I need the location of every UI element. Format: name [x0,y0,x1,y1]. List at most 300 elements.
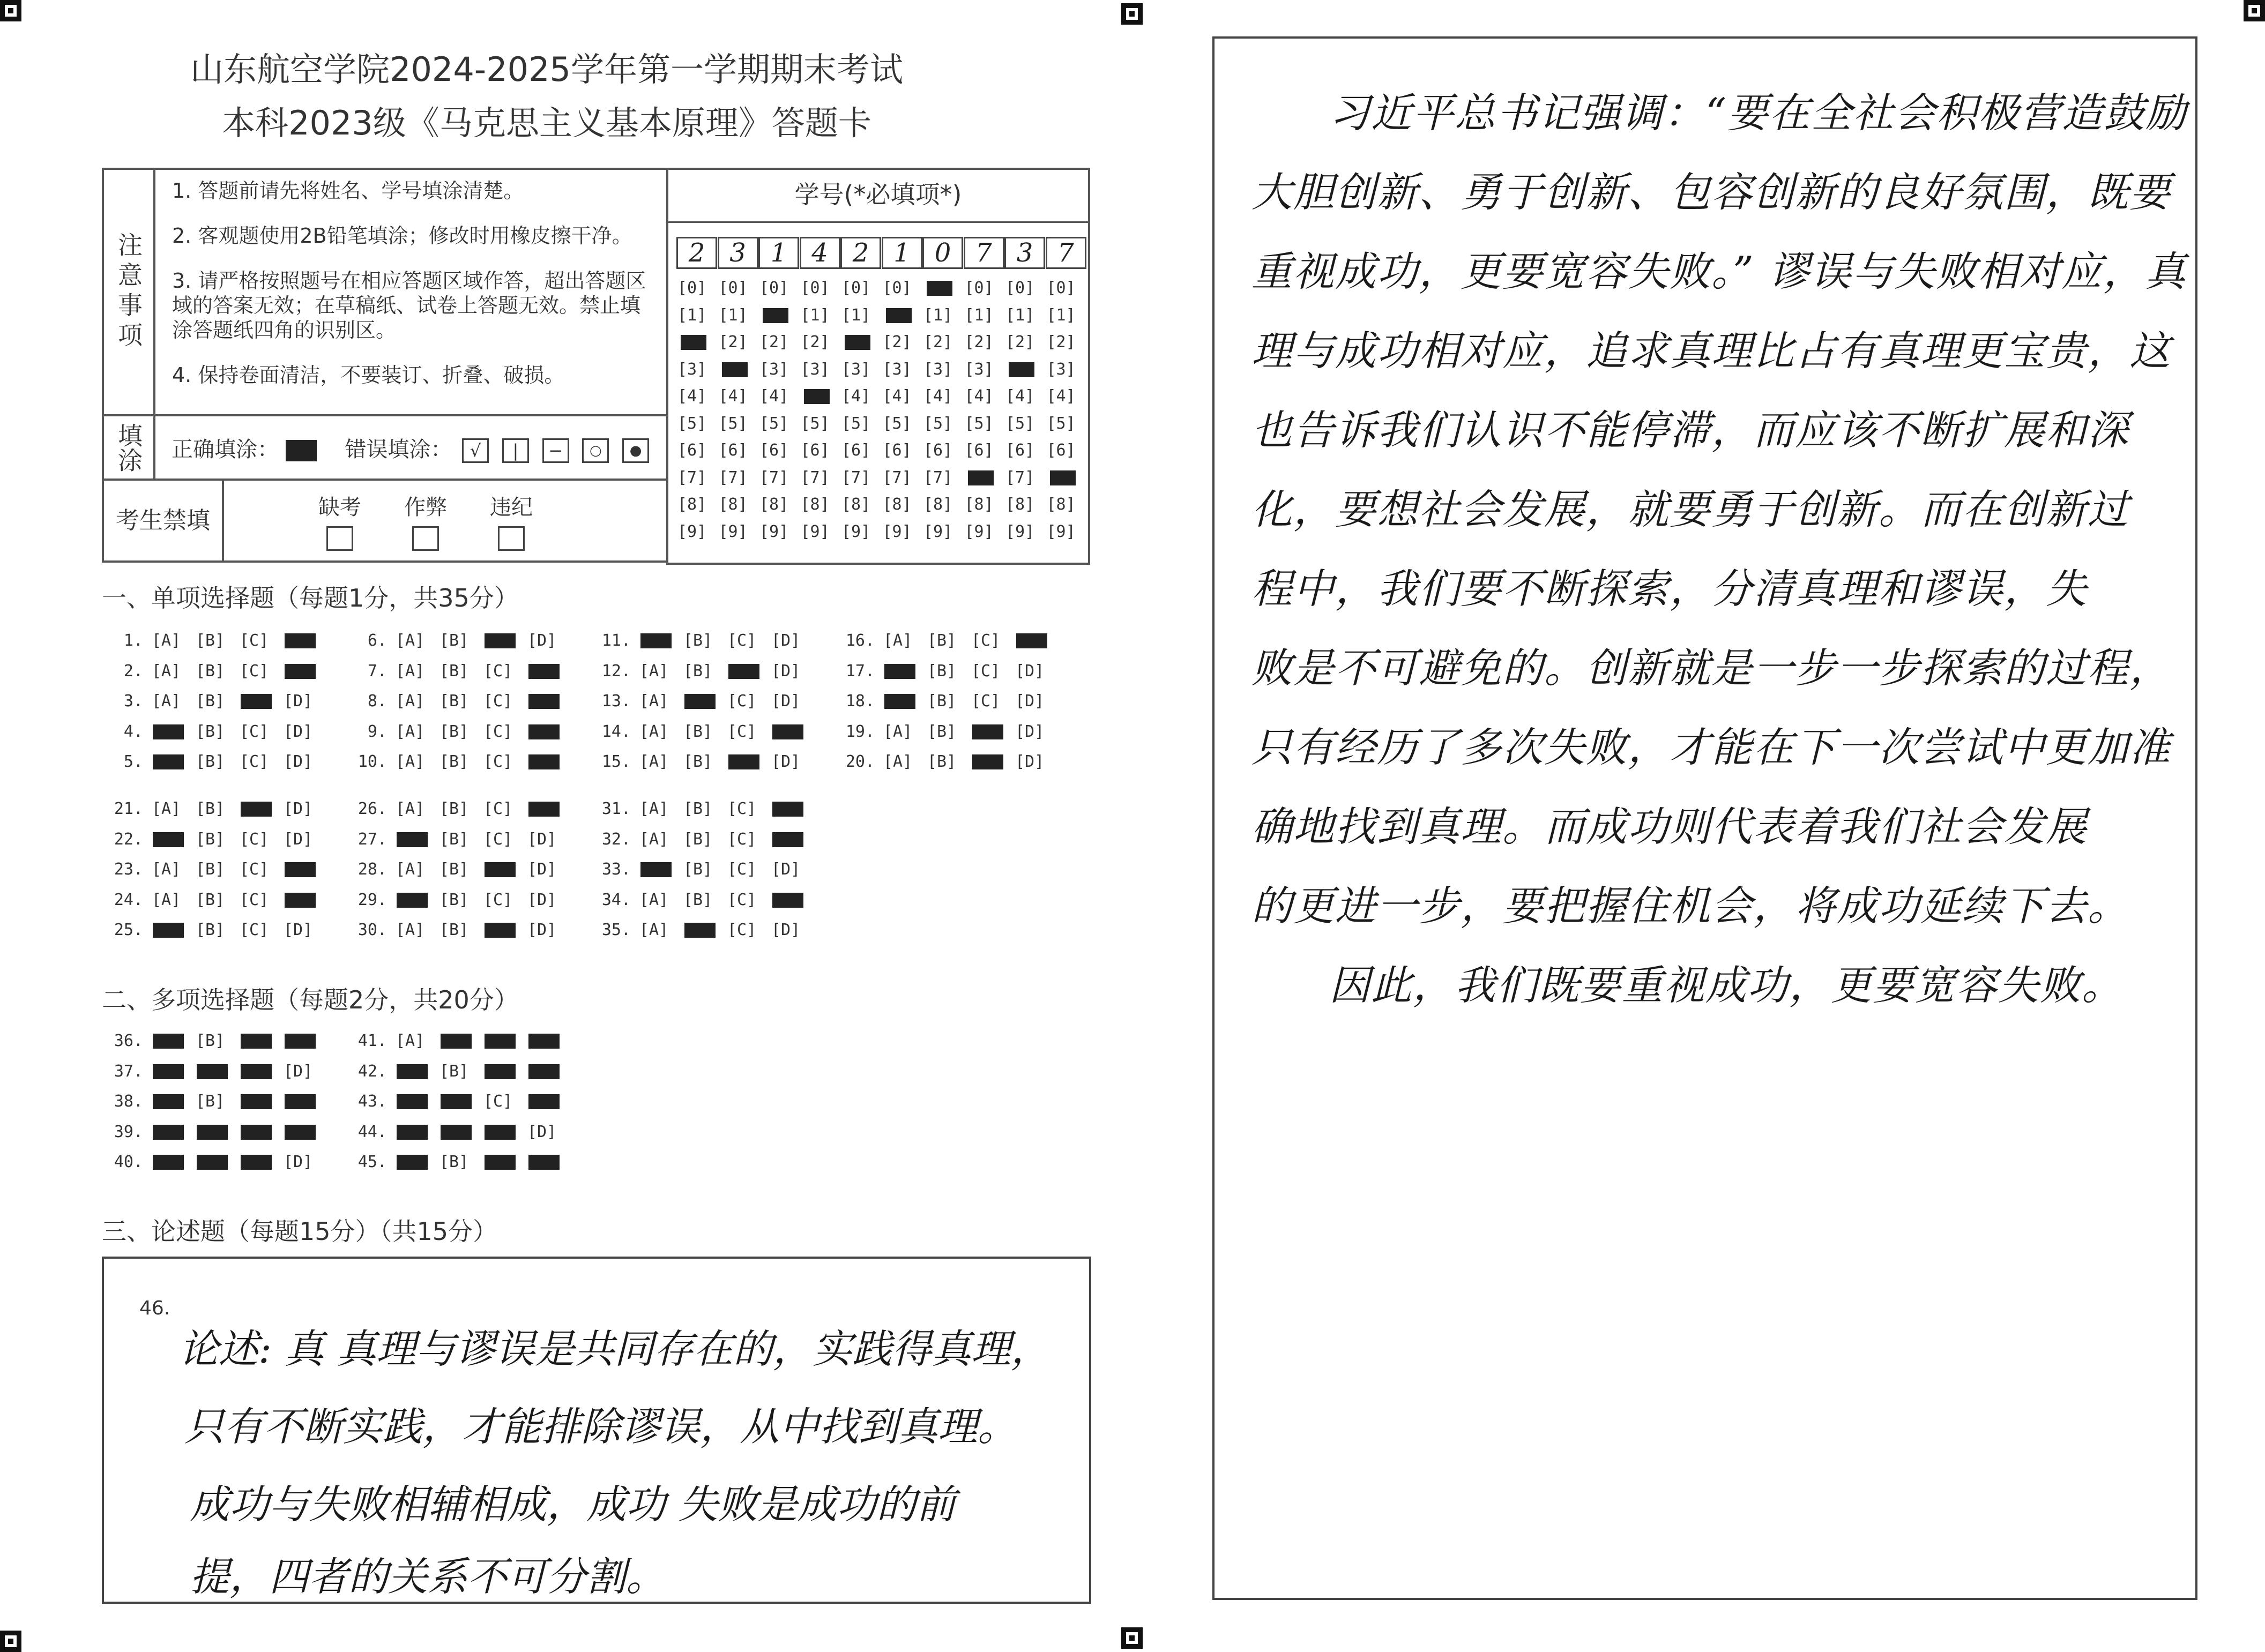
single-choice-option[interactable]: [D] [284,921,313,939]
single-choice-option[interactable]: [C] [483,890,513,909]
single-choice-option-filled[interactable] [241,694,272,709]
multiple-choice-option-filled[interactable] [197,1155,228,1170]
single-choice-option[interactable]: [A] [639,661,669,681]
multiple-choice-option-filled[interactable] [285,1034,316,1049]
cheating-checkbox[interactable] [412,526,439,551]
single-choice-option[interactable]: [D] [771,860,801,879]
single-choice-option[interactable]: [B] [927,722,957,741]
single-choice-option[interactable]: [D] [771,631,801,650]
single-choice-option[interactable]: [B] [439,829,469,849]
single-choice-option-filled[interactable] [772,893,803,908]
student-id-bubble[interactable]: [8] [718,495,748,514]
multiple-choice-option-filled[interactable] [241,1034,272,1049]
multiple-choice-option-filled[interactable] [528,1094,560,1109]
student-id-bubble[interactable]: [4] [1005,387,1035,406]
single-choice-option[interactable]: [D] [284,799,313,818]
multiple-choice-option-filled[interactable] [197,1125,228,1140]
student-id-bubble-filled[interactable] [927,281,952,296]
student-id-bubble[interactable]: [3] [841,360,871,379]
student-id-bubble[interactable]: [9] [882,522,912,541]
student-id-bubble[interactable]: [1] [964,305,994,325]
student-id-bubble[interactable]: [9] [923,522,953,541]
multiple-choice-option-filled[interactable] [441,1094,472,1109]
single-choice-option[interactable]: [C] [727,799,757,818]
single-choice-option[interactable]: [A] [152,890,181,909]
student-id-bubble[interactable]: [5] [718,414,748,433]
single-choice-option-filled[interactable] [972,754,1003,769]
multiple-choice-option-filled[interactable] [441,1034,472,1049]
multiple-choice-option-filled[interactable] [241,1155,272,1170]
student-id-bubble[interactable]: [1] [841,305,871,325]
single-choice-option[interactable]: [C] [483,661,513,681]
single-choice-option[interactable]: [B] [439,799,469,818]
multiple-choice-option-filled[interactable] [528,1034,560,1049]
single-choice-option[interactable]: [A] [152,661,181,681]
single-choice-option[interactable]: [D] [771,752,801,771]
student-id-bubble[interactable]: [7] [882,468,912,487]
multiple-choice-option-filled[interactable] [285,1125,316,1140]
multiple-choice-option-filled[interactable] [397,1094,428,1109]
single-choice-option[interactable]: [C] [240,860,269,879]
single-choice-option-filled[interactable] [153,923,184,938]
student-id-digit: 2 [840,237,881,269]
single-choice-option[interactable]: [B] [683,799,713,818]
fill-label: 填涂 [103,415,154,480]
student-id-bubble[interactable]: [2] [1046,333,1076,352]
student-id-bubble[interactable]: [0] [1046,279,1076,297]
student-id-bubble[interactable]: [4] [718,387,748,406]
student-id-bubble[interactable]: [2] [923,333,953,352]
student-id-bubble[interactable]: [4] [964,387,994,406]
single-choice-option[interactable]: [D] [771,661,801,681]
single-choice-option-filled[interactable] [241,802,272,817]
single-choice-option-filled[interactable] [772,802,803,817]
student-id-bubble[interactable]: [7] [718,468,748,487]
multiple-choice-option[interactable]: [D] [284,1153,313,1171]
single-choice-option-filled[interactable] [528,664,560,679]
student-id-bubble[interactable]: [5] [1005,414,1035,433]
student-id-bubble[interactable]: [3] [923,360,953,379]
single-choice-option[interactable]: [A] [639,752,669,771]
single-choice-option[interactable]: [C] [727,692,757,711]
student-id-bubble[interactable]: [8] [841,495,871,514]
single-choice-option[interactable]: [C] [727,860,757,879]
single-choice-option[interactable]: [A] [639,692,669,711]
student-id-bubble[interactable]: [3] [882,360,912,379]
single-choice-option[interactable]: [D] [527,631,557,650]
multiple-choice-option[interactable]: [D] [284,1062,313,1081]
student-id-bubble[interactable]: [3] [800,360,830,379]
student-id-bubble[interactable]: [6] [1005,441,1035,460]
student-id-bubble[interactable]: [9] [759,522,789,541]
student-id-bubble[interactable]: [2] [1005,333,1035,352]
single-choice-option[interactable]: [A] [152,860,181,879]
single-choice-option-filled[interactable] [884,664,915,679]
single-choice-option[interactable]: [A] [396,860,425,879]
single-choice-option[interactable]: [B] [439,921,469,939]
single-choice-option[interactable]: [C] [727,890,757,909]
student-id-bubble-filled[interactable] [1050,470,1076,485]
student-id-bubble[interactable]: [2] [882,333,912,352]
multiple-choice-option-filled[interactable] [528,1155,560,1170]
multiple-choice-option-filled[interactable] [397,1064,428,1079]
single-choice-option[interactable]: [B] [683,752,713,771]
essay-continued-line: 败是不可避免的。创新就是一步一步探索的过程， [1251,644,2171,692]
single-choice-option[interactable]: [C] [727,829,757,849]
student-id-bubble[interactable]: [4] [1046,387,1076,406]
single-choice-option-filled[interactable] [772,832,803,847]
single-choice-option[interactable]: [C] [483,829,513,849]
single-choice-option-filled[interactable] [153,724,184,739]
student-id-bubble[interactable]: [1] [923,305,953,325]
student-id-bubble[interactable]: [4] [677,387,707,406]
single-choice-option[interactable]: [D] [771,921,801,939]
single-choice-option[interactable]: [B] [196,692,225,711]
student-id-bubble[interactable]: [7] [759,468,789,487]
single-choice-option[interactable]: [B] [196,661,225,681]
single-choice-number: 29. [357,890,387,909]
student-id-bubble[interactable]: [5] [964,414,994,433]
multiple-choice-option[interactable]: [C] [483,1092,513,1111]
student-id-bubble[interactable]: [0] [1005,279,1035,297]
single-choice-option[interactable]: [B] [683,661,713,681]
student-id-digit: 1 [882,237,922,269]
student-id-bubble[interactable]: [2] [759,333,789,352]
student-id-bubble[interactable]: [8] [882,495,912,514]
student-id-bubble[interactable]: [6] [923,441,953,460]
student-id-bubble[interactable]: [5] [800,414,830,433]
single-choice-option[interactable]: [B] [196,921,225,939]
single-choice-option[interactable]: [A] [396,631,425,650]
student-id-bubble[interactable]: [7] [841,468,871,487]
absent-checkbox[interactable] [326,526,353,551]
student-id-bubble[interactable]: [8] [800,495,830,514]
student-id-bubble[interactable]: [6] [964,441,994,460]
registration-mark-bottom-left [0,1631,21,1652]
single-choice-option[interactable]: [D] [1015,752,1045,771]
single-choice-option[interactable]: [A] [639,921,669,939]
single-choice-option[interactable]: [D] [284,722,313,741]
single-choice-option-filled[interactable] [285,633,316,648]
single-choice-option[interactable]: [B] [196,890,225,909]
student-id-bubble[interactable]: [7] [677,468,707,487]
student-id-bubble[interactable]: [6] [1046,441,1076,460]
single-choice-option[interactable]: [C] [240,890,269,909]
single-choice-option[interactable]: [B] [683,722,713,741]
prohibited-row [103,480,667,562]
student-id-bubble[interactable]: [2] [718,333,748,352]
single-choice-option[interactable]: [C] [483,692,513,711]
student-id-bubble[interactable]: [8] [677,495,707,514]
student-id-bubble[interactable]: [0] [677,279,707,297]
multiple-choice-option-filled[interactable] [441,1125,472,1140]
single-choice-option-filled[interactable] [485,923,516,938]
multiple-choice-option[interactable]: [B] [439,1153,469,1171]
student-id-bubble[interactable]: [3] [964,360,994,379]
student-id-bubble[interactable]: [8] [964,495,994,514]
single-choice-option-filled[interactable] [153,754,184,769]
single-choice-option[interactable]: [D] [527,829,557,849]
single-choice-option[interactable]: [D] [1015,661,1045,681]
single-choice-option[interactable]: [A] [883,752,913,771]
single-choice-option-filled[interactable] [884,694,915,709]
essay-answer-box[interactable] [102,1257,1091,1604]
student-id-bubble[interactable]: [1] [1046,305,1076,325]
single-choice-option[interactable]: [D] [1015,692,1045,711]
student-id-bubble[interactable]: [4] [882,387,912,406]
single-choice-option-filled[interactable] [728,664,759,679]
multiple-choice-option-filled[interactable] [397,1125,428,1140]
single-choice-option[interactable]: [A] [396,752,425,771]
multiple-choice-option-filled[interactable] [241,1064,272,1079]
student-id-bubble[interactable]: [1] [1005,305,1035,325]
student-id-bubble-filled[interactable] [886,308,912,323]
student-id-bubble-filled[interactable] [845,335,870,350]
student-id-bubble[interactable]: [9] [1046,522,1076,541]
single-choice-option[interactable]: [B] [196,722,225,741]
multiple-choice-option-filled[interactable] [153,1125,184,1140]
student-id-bubble[interactable]: [0] [841,279,871,297]
student-id-bubble[interactable]: [1] [800,305,830,325]
single-choice-option-filled[interactable] [528,724,560,739]
student-id-bubble[interactable]: [5] [1046,414,1076,433]
student-id-bubble[interactable]: [4] [841,387,871,406]
single-choice-option[interactable]: [B] [683,631,713,650]
multiple-choice-option-filled[interactable] [197,1064,228,1079]
student-id-bubble-filled[interactable] [763,308,788,323]
single-choice-option[interactable]: [A] [396,921,425,939]
student-id-bubble[interactable]: [7] [800,468,830,487]
student-id-bubble[interactable]: [5] [759,414,789,433]
single-choice-option[interactable]: [B] [196,829,225,849]
single-choice-option[interactable]: [D] [284,829,313,849]
student-id-bubble[interactable]: [9] [841,522,871,541]
single-choice-option[interactable]: [C] [240,631,269,650]
single-choice-option[interactable]: [C] [240,722,269,741]
student-id-bubble[interactable]: [6] [677,441,707,460]
single-choice-option[interactable]: [B] [439,722,469,741]
single-choice-option[interactable]: [A] [396,799,425,818]
multiple-choice-number: 42. [357,1062,387,1081]
student-id-bubble[interactable]: [5] [841,414,871,433]
student-id-bubble[interactable]: [7] [923,468,953,487]
single-choice-option[interactable]: [C] [971,631,1001,650]
multiple-choice-option-filled[interactable] [153,1155,184,1170]
student-id-bubble-filled[interactable] [722,362,748,377]
single-choice-option[interactable]: [C] [240,829,269,849]
multiple-choice-option-filled[interactable] [397,1155,428,1170]
student-id-bubble[interactable]: [0] [718,279,748,297]
student-id-bubble[interactable]: [3] [759,360,789,379]
single-choice-option[interactable]: [C] [971,692,1001,711]
single-choice-option[interactable]: [C] [483,799,513,818]
essay-continued-line: 重视成功，更要宽容失败。” 谬误与失败相对应，真 [1251,248,2187,295]
student-id-bubble-filled[interactable] [1009,362,1034,377]
single-choice-option[interactable]: [A] [152,692,181,711]
single-choice-option[interactable]: [B] [927,692,957,711]
student-id-bubble[interactable]: [3] [677,360,707,379]
single-choice-option[interactable]: [B] [683,890,713,909]
single-choice-option-filled[interactable] [485,862,516,877]
multiple-choice-option-filled[interactable] [241,1094,272,1109]
single-choice-option[interactable]: [A] [152,799,181,818]
single-choice-option[interactable]: [B] [439,890,469,909]
violation-checkbox[interactable] [498,526,525,551]
student-id-bubble[interactable]: [8] [759,495,789,514]
single-choice-option[interactable]: [B] [439,661,469,681]
student-id-bubble[interactable]: [0] [800,279,830,297]
student-id-bubble[interactable]: [2] [800,333,830,352]
single-choice-number: 19. [845,722,875,741]
single-choice-option[interactable]: [A] [883,631,913,650]
single-choice-number: 1. [123,631,143,650]
single-choice-option[interactable]: [C] [483,752,513,771]
single-choice-option[interactable]: [A] [396,661,425,681]
single-choice-option-filled[interactable] [397,893,428,908]
multiple-choice-option[interactable]: [B] [196,1092,225,1111]
single-choice-option[interactable]: [D] [284,752,313,771]
single-choice-option-filled[interactable] [528,802,560,817]
single-choice-option[interactable]: [C] [727,631,757,650]
single-choice-option-filled[interactable] [640,633,672,648]
single-choice-option-filled[interactable] [153,832,184,847]
student-id-bubble-filled[interactable] [681,335,706,350]
single-choice-option[interactable]: [B] [196,752,225,771]
student-id-bubble[interactable]: [1] [677,305,707,325]
single-choice-option[interactable]: [A] [639,722,669,741]
student-id-bubble[interactable]: [9] [677,522,707,541]
single-choice-option[interactable]: [C] [483,722,513,741]
single-choice-option[interactable]: [B] [927,631,957,650]
single-choice-option-filled[interactable] [684,923,716,938]
single-choice-option[interactable]: [D] [1015,722,1045,741]
multiple-choice-option[interactable]: [B] [439,1062,469,1081]
student-id-bubble[interactable]: [0] [964,279,994,297]
single-choice-option[interactable]: [B] [439,631,469,650]
single-choice-option-filled[interactable] [684,694,716,709]
single-choice-option[interactable]: [D] [527,860,557,879]
student-id-bubble[interactable]: [1] [718,305,748,325]
single-choice-option[interactable]: [B] [439,692,469,711]
student-id-bubble[interactable]: [9] [964,522,994,541]
single-choice-option-filled[interactable] [972,724,1003,739]
student-id-bubble-filled[interactable] [968,470,994,485]
multiple-choice-option-filled[interactable] [528,1064,560,1079]
single-choice-option[interactable]: [A] [639,829,669,849]
student-id-bubble[interactable]: [0] [882,279,912,297]
multiple-choice-option-filled[interactable] [153,1034,184,1049]
single-choice-option[interactable]: [C] [240,921,269,939]
student-id-bubble[interactable]: [5] [923,414,953,433]
student-id-bubble[interactable]: [8] [1046,495,1076,514]
single-choice-option-filled[interactable] [728,754,759,769]
single-choice-option[interactable]: [A] [152,631,181,650]
single-choice-option-filled[interactable] [285,893,316,908]
single-choice-option[interactable]: [D] [771,692,801,711]
student-id-bubble[interactable]: [0] [759,279,789,297]
single-choice-option[interactable]: [B] [927,661,957,681]
essay-continued-line: 习近平总书记强调：“要在全社会积极营造鼓励 [1329,89,2187,137]
student-id-bubble[interactable]: [9] [718,522,748,541]
single-choice-option[interactable]: [B] [196,799,225,818]
student-id-bubble[interactable]: [4] [759,387,789,406]
single-choice-option-filled[interactable] [1016,633,1047,648]
single-choice-number: 10. [357,752,387,771]
single-choice-option-filled[interactable] [528,694,560,709]
multiple-choice-option-filled[interactable] [285,1094,316,1109]
single-choice-option-filled[interactable] [528,754,560,769]
student-id-bubble-filled[interactable] [804,389,830,404]
single-choice-option[interactable]: [B] [927,752,957,771]
single-choice-option[interactable]: [B] [196,860,225,879]
multiple-choice-option-filled[interactable] [485,1034,516,1049]
student-id-bubble[interactable]: [5] [882,414,912,433]
student-id-bubble[interactable]: [9] [800,522,830,541]
single-choice-option[interactable]: [A] [639,890,669,909]
single-choice-option[interactable]: [B] [439,860,469,879]
single-choice-option[interactable]: [C] [240,661,269,681]
single-choice-option[interactable]: [A] [639,799,669,818]
student-id-bubble[interactable]: [8] [1005,495,1035,514]
single-choice-option[interactable]: [B] [439,752,469,771]
single-choice-number: 11. [601,631,631,650]
single-choice-option[interactable]: [D] [527,921,557,939]
single-choice-number: 26. [357,799,387,818]
multiple-choice-option[interactable]: [B] [196,1031,225,1050]
single-choice-option-filled[interactable] [772,724,803,739]
student-id-bubble[interactable]: [7] [1005,468,1035,487]
multiple-choice-option-filled[interactable] [241,1125,272,1140]
multiple-choice-option-filled[interactable] [485,1064,516,1079]
student-id-bubble[interactable]: [6] [882,441,912,460]
single-choice-option-filled[interactable] [397,832,428,847]
multiple-choice-option-filled[interactable] [153,1064,184,1079]
single-choice-option[interactable]: [C] [727,722,757,741]
student-id-bubble[interactable]: [6] [800,441,830,460]
single-choice-option[interactable]: [D] [527,890,557,909]
single-choice-option[interactable]: [C] [240,752,269,771]
student-id-bubble[interactable]: [6] [718,441,748,460]
single-choice-option[interactable]: [A] [883,722,913,741]
student-id-bubble[interactable]: [5] [677,414,707,433]
multiple-choice-option[interactable]: [D] [527,1122,557,1141]
student-id-bubble[interactable]: [9] [1005,522,1035,541]
single-choice-option[interactable]: [C] [971,661,1001,681]
multiple-choice-option-filled[interactable] [485,1155,516,1170]
single-choice-option[interactable]: [C] [727,921,757,939]
student-id-bubble[interactable]: [3] [1046,360,1076,379]
single-choice-option-filled[interactable] [485,633,516,648]
student-id-bubble[interactable]: [2] [964,333,994,352]
student-id-bubble[interactable]: [6] [759,441,789,460]
single-choice-option[interactable]: [D] [284,692,313,711]
single-choice-option[interactable]: [A] [396,722,425,741]
single-choice-option[interactable]: [B] [683,860,713,879]
multiple-choice-option[interactable]: [A] [396,1031,425,1050]
student-id-bubble[interactable]: [4] [923,387,953,406]
multiple-choice-option-filled[interactable] [485,1125,516,1140]
single-choice-option[interactable]: [A] [396,692,425,711]
single-choice-option[interactable]: [B] [683,829,713,849]
single-choice-option-filled[interactable] [285,664,316,679]
multiple-choice-option-filled[interactable] [153,1094,184,1109]
single-choice-option[interactable]: [B] [196,631,225,650]
student-id-bubble[interactable]: [8] [923,495,953,514]
single-choice-number: 6. [367,631,387,650]
student-id-bubble[interactable]: [6] [841,441,871,460]
single-choice-option-filled[interactable] [285,862,316,877]
single-choice-option-filled[interactable] [640,862,672,877]
